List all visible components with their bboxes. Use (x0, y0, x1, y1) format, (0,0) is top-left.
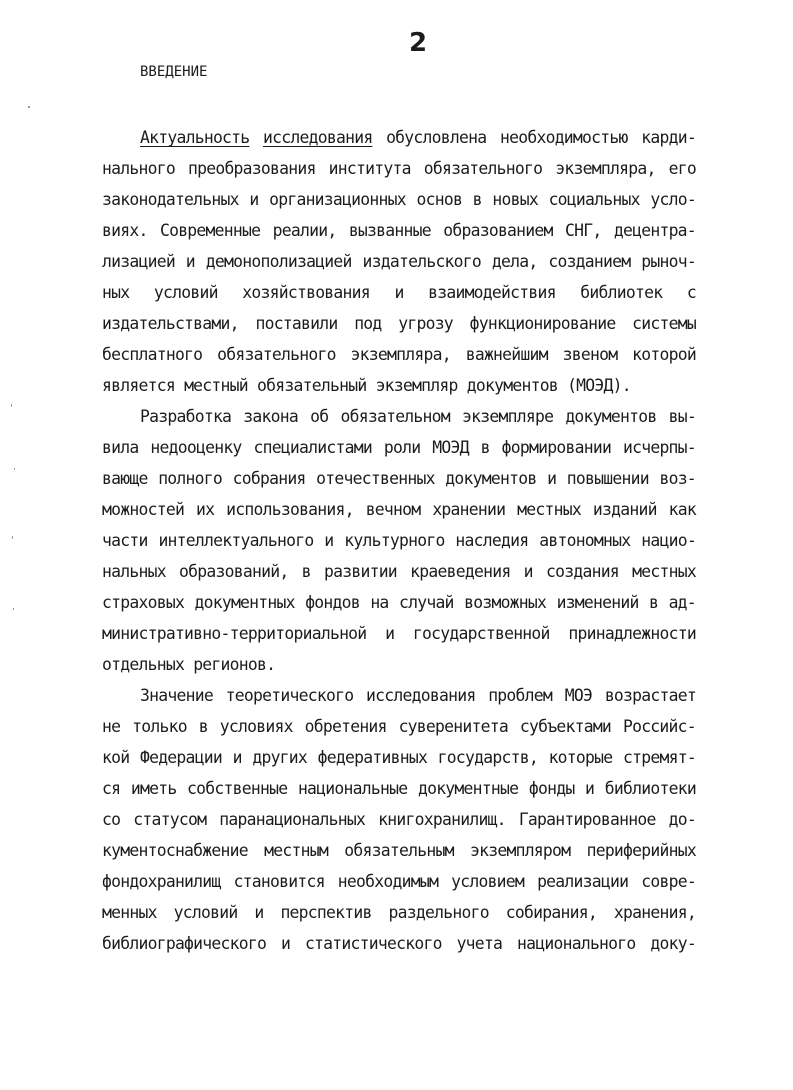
body-text (102, 122, 696, 959)
scan-speck (13, 608, 14, 610)
text-line: бесплатного обязательного экземпляра, важнейшим звеном которой (102, 345, 696, 364)
text-line: вающе полного собрания отечественных документов и повышении воз- (102, 469, 696, 488)
text-line: Значение теоретического исследования проблем МОЭ возрастает (140, 686, 696, 705)
text-line: кументоснабжение местным обязательным экземпляром периферийных (102, 841, 696, 860)
text-line: части интеллектуального и культурного наследия автономных нацио- (102, 531, 696, 550)
text-line: нального преобразования института обязательного экземпляра, его (102, 159, 696, 178)
text-line: ся иметь собственные национальные документные фонды и библиотеки (102, 779, 696, 798)
scan-speck (28, 106, 30, 108)
paragraph (102, 122, 696, 401)
text-line: отдельных регионов. (102, 655, 276, 674)
text-line: кой Федерации и других федеративных государств, которые стремят- (102, 748, 696, 767)
text-line: Актуальность исследования обусловлена необходимостью карди- (140, 128, 696, 147)
text-line: издательствами, поставили под угрозу функционирование системы (102, 314, 696, 333)
section-heading: ВВЕДЕНИЕ (140, 64, 208, 80)
scan-speck (14, 468, 15, 470)
scan-speck (11, 404, 12, 407)
text-line: законодательных и организационных основ в новых социальных усло- (102, 190, 696, 209)
text-line: не только в условиях обретения суверенитета субъектами Российс- (102, 717, 696, 736)
paragraph (102, 680, 696, 959)
text-line: можностей их использования, вечном хранении местных изданий как (102, 500, 696, 519)
text-line: Разработка закона об обязательном экземпляре документов вы- (140, 407, 696, 426)
scan-speck (12, 536, 13, 539)
text-line: ных условий хозяйствования и взаимодействия библиотек с (102, 283, 696, 302)
text-line: вила недооценку специалистами роли МОЭД в формировании исчерпы- (102, 438, 696, 457)
text-line: менных условий и перспектив раздельного собирания, хранения, (102, 903, 696, 922)
text-line: виях. Современные реалии, вызванные образованием СНГ, децентра- (102, 221, 696, 240)
text-line: фондохранилищ становится необходимым условием реализации совре- (102, 872, 696, 891)
text-line: страховых документных фондов на случай возможных изменений в ад- (102, 593, 696, 612)
text-line: является местный обязательный экземпляр документов (МОЭД). (102, 376, 631, 395)
text-line: библиографического и статистического учета национального доку- (102, 934, 696, 953)
page-number: 2 (409, 28, 427, 58)
text-line: нальных образований, в развитии краеведения и создания местных (102, 562, 696, 581)
paragraph (102, 401, 696, 680)
text-line: лизацией и демонополизацией издательского дела, созданием рыноч- (102, 252, 696, 271)
text-line: министративно-территориальной и государственной принадлежности (102, 624, 696, 643)
text-line: со статусом паранациональных книгохранилищ. Гарантированное до- (102, 810, 696, 829)
